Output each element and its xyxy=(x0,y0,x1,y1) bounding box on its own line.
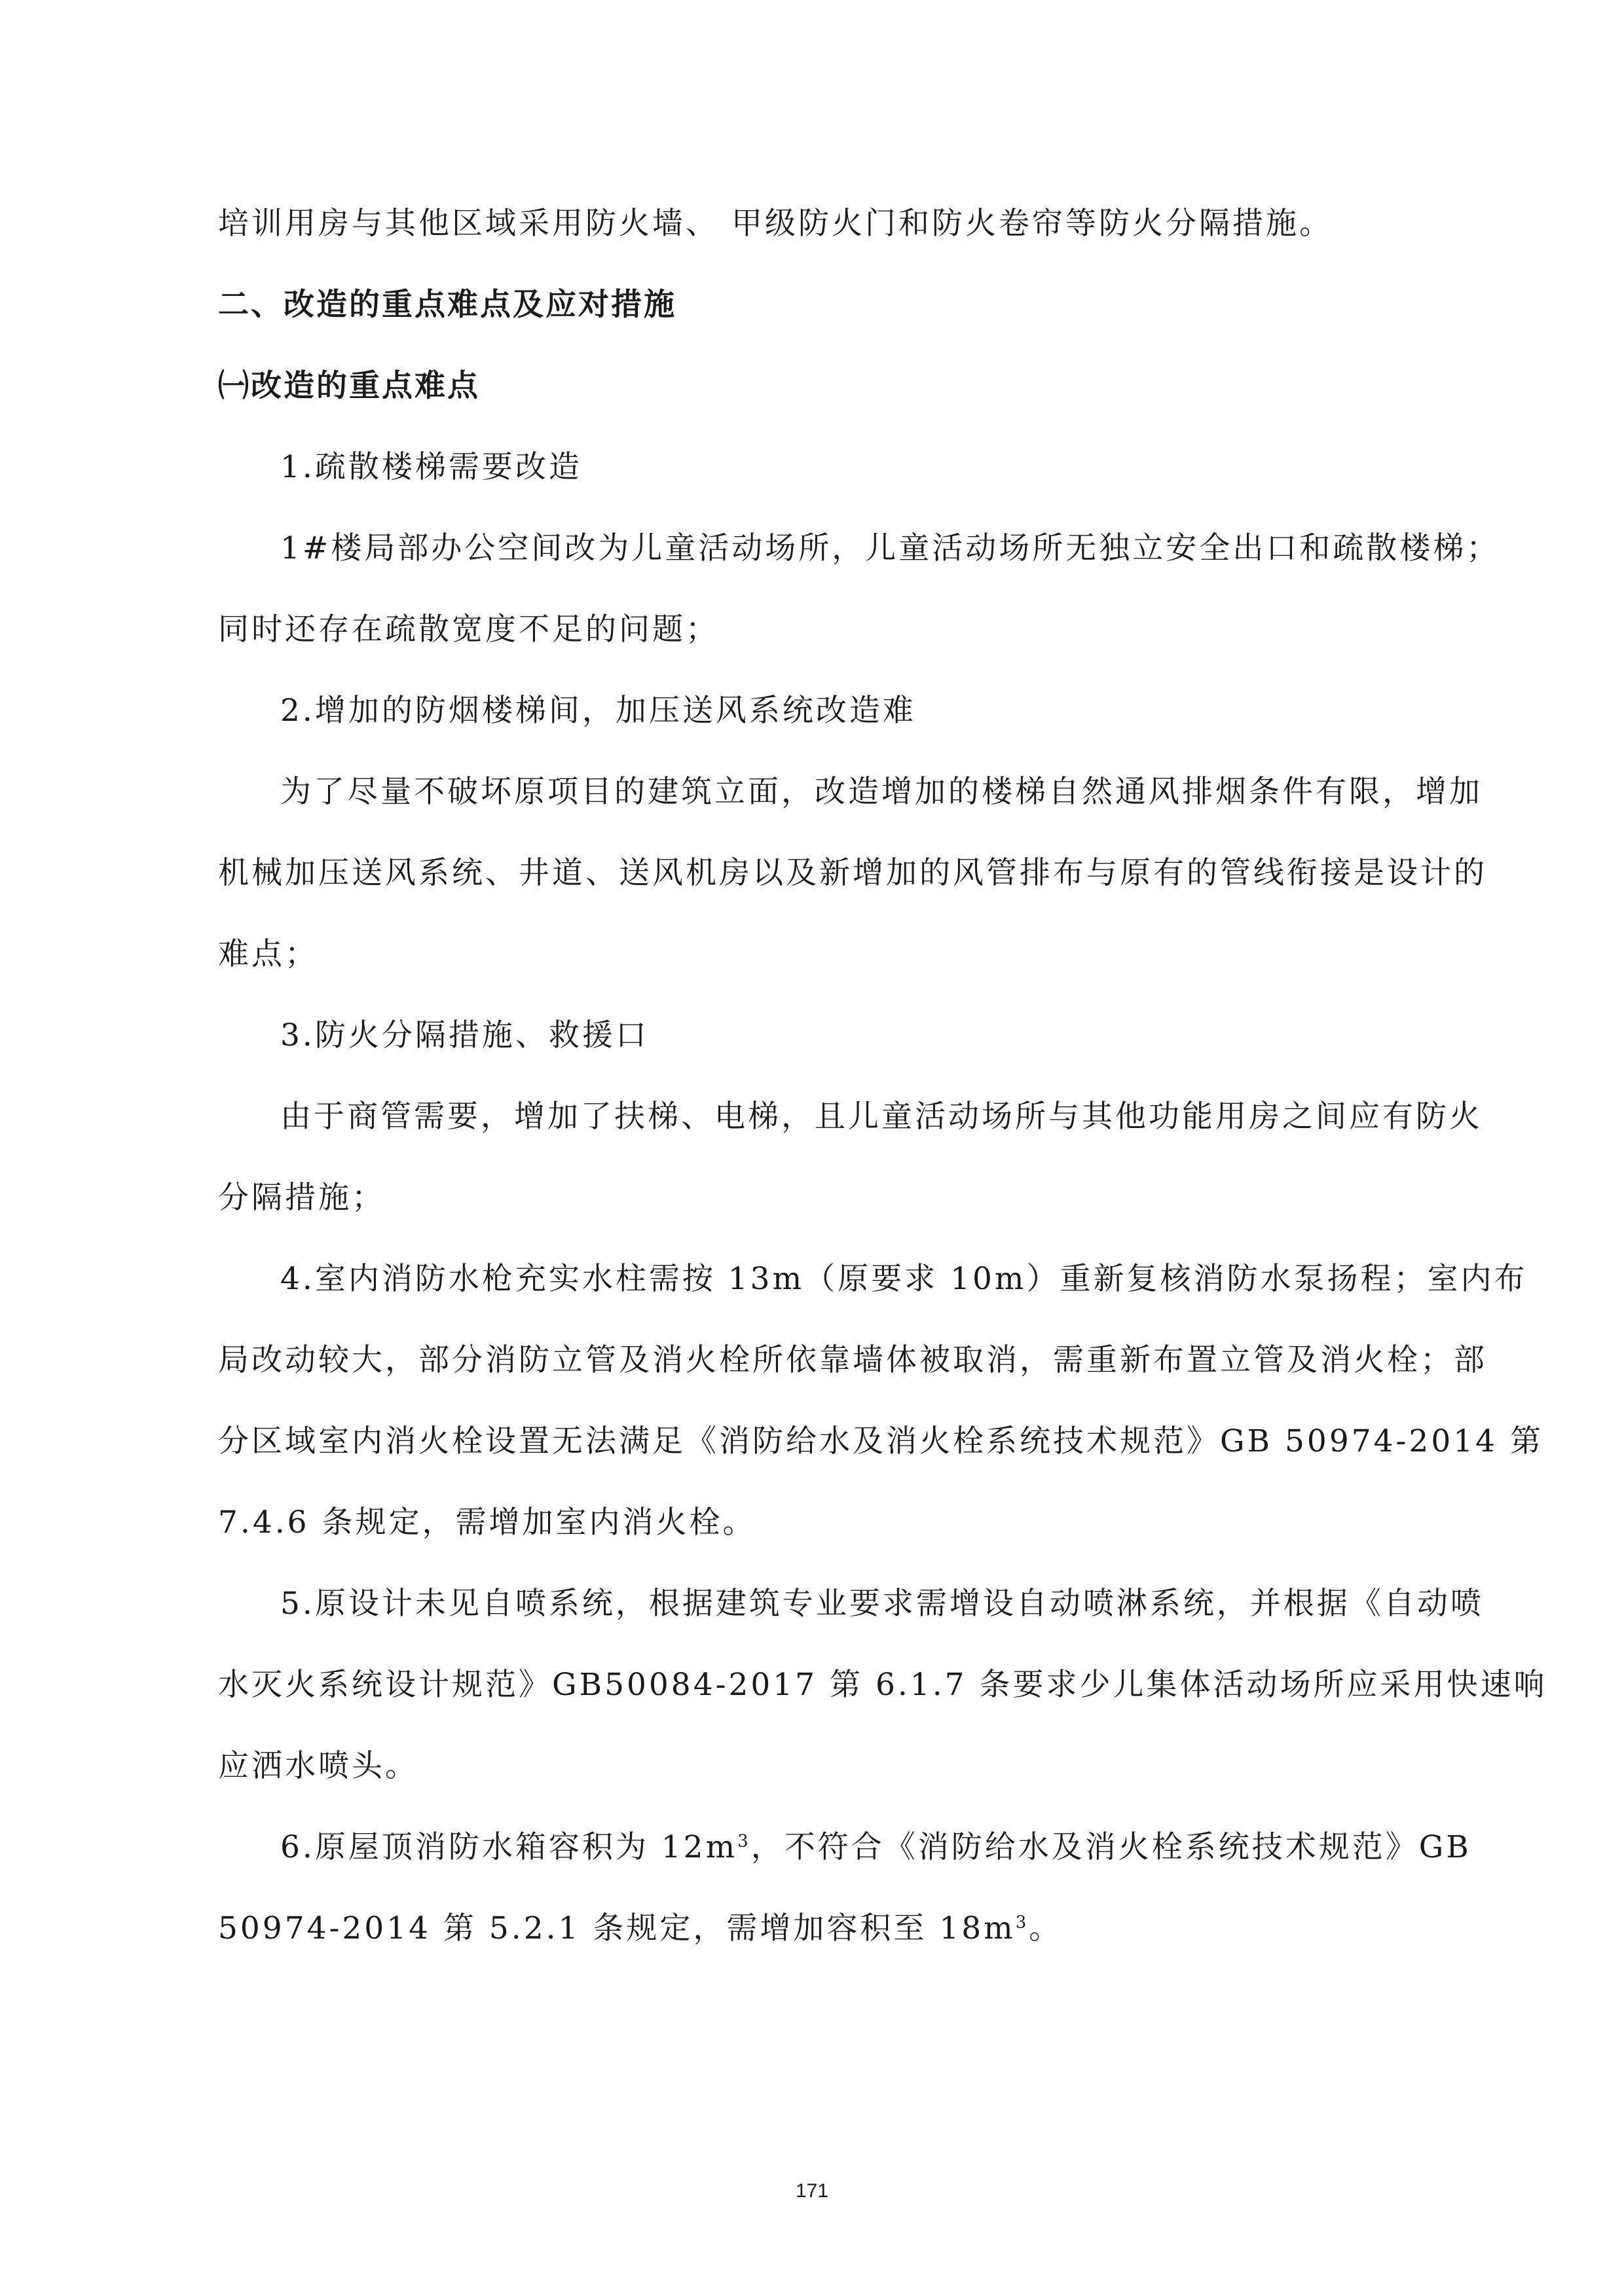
item-6-line-1-text: 6.原屋顶消防水箱容积为 12m xyxy=(280,1829,738,1865)
item-2-title: 2.增加的防烟楼梯间，加压送风系统改造难 xyxy=(280,693,916,729)
item-2-line-1: 为了尽量不破坏原项目的建筑立面，改造增加的楼梯自然通风排烟条件有限，增加 xyxy=(280,774,1483,810)
item-5-line-1: 5.原设计未见自喷系统，根据建筑专业要求需增设自动喷淋系统，并根据《自动喷 xyxy=(280,1586,1484,1622)
item-3-title: 3.防火分隔措施、救援口 xyxy=(280,1017,649,1053)
item-1-title: 1.疏散楼梯需要改造 xyxy=(280,449,582,485)
page-number: 171 xyxy=(795,2180,829,2202)
item-1-line-2: 同时还存在疏散宽度不足的问题； xyxy=(218,611,719,647)
item-3-line-2: 分隔措施； xyxy=(218,1180,385,1216)
item-6-line-1 xyxy=(218,1807,1471,1888)
item-6-line-2-superscript: 3 xyxy=(1015,1912,1029,1933)
item-4-line-2: 局改动较大，部分消防立管及消火栓所依靠墙体被取消，需重新布置立管及消火栓；部 xyxy=(218,1342,1487,1378)
item-5-line-3: 应洒水喷头。 xyxy=(218,1748,418,1784)
paragraph-continuation: 培训用房与其他区域采用防火墙、 甲级防火门和防火卷帘等防火分隔措施。 xyxy=(218,206,1333,242)
item-4-line-3: 分区域室内消火栓设置无法满足《消防给水及消火栓系统技术规范》GB 50974-2014 第 xyxy=(218,1423,1543,1459)
item-1-line-1: 1#楼局部办公空间改为儿童活动场所，儿童活动场所无独立安全出口和疏散楼梯； xyxy=(280,530,1500,566)
section-heading: 二、改造的重点难点及应对措施 xyxy=(218,287,676,323)
item-6-line-2-text: 50974-2014 第 5.2.1 条规定，需增加容积至 18m xyxy=(218,1910,1016,1946)
item-6-line-2 xyxy=(218,1888,1436,1969)
item-6-line-2-rest: 。 xyxy=(1029,1910,1063,1946)
document-page xyxy=(218,183,1547,1969)
item-2-line-2: 机械加压送风系统、井道、送风机房以及新增加的风管排布与原有的管线衔接是设计的 xyxy=(218,855,1487,891)
item-2-line-3: 难点； xyxy=(218,936,318,972)
item-3-line-1: 由于商管需要，增加了扶梯、电梯，且儿童活动场所与其他功能用房之间应有防火 xyxy=(280,1099,1483,1135)
item-4-line-4: 7.4.6 条规定，需增加室内消火栓。 xyxy=(218,1504,756,1540)
subsection-heading: ㈠改造的重点难点 xyxy=(218,368,480,404)
item-6-line-1-superscript: 3 xyxy=(737,1831,751,1851)
item-4-line-1: 4.室内消防水枪充实水柱需按 13m（原要求 10m）重新复核消防水泵扬程；室内布 xyxy=(280,1261,1528,1297)
item-6-line-1-rest: ，不符合《消防给水及消火栓系统技术规范》GB xyxy=(750,1829,1471,1865)
item-5-line-2: 水灭火系统设计规范》GB50084-2017 第 6.1.7 条要求少儿集体活动场所应采用快速响 xyxy=(218,1667,1547,1703)
